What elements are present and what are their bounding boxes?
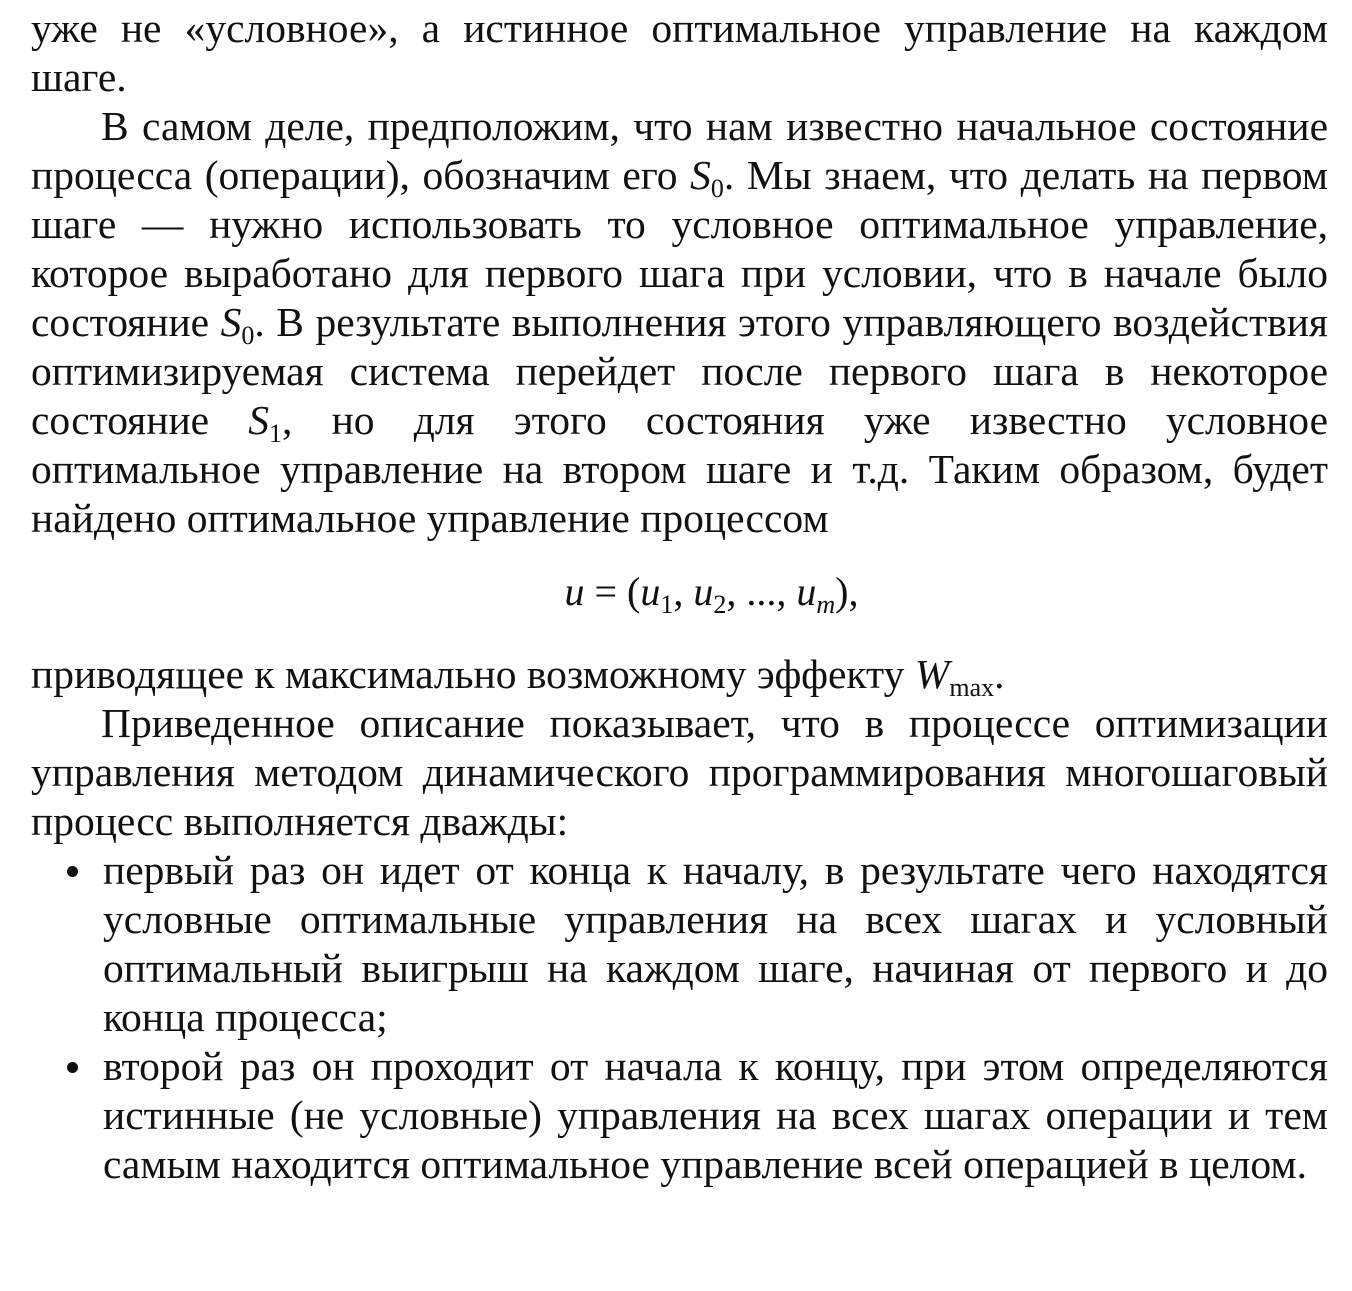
bullet-list — [31, 846, 1328, 1189]
list-item-text: первый раз он идет от конца к началу, в результате чего находятся условные оптимальные управления на всех шагах и условный оптимальный выигрыш на каждом шаге, начиная от первого и до конца процесса; — [103, 847, 1328, 1040]
symbol-s0: S — [690, 152, 711, 198]
subscript-1: 1 — [269, 419, 283, 448]
text-run: . В результате выполнения этого управляющего воздействия оптимизируемая система перейдет после первого шага в некоторое состояние — [31, 299, 1328, 443]
formula-u2-sub: 2 — [713, 590, 727, 619]
subscript-max: max — [949, 673, 995, 702]
list-item — [31, 846, 1328, 1042]
paragraph-max-effect — [31, 650, 1328, 702]
formula-u2: u — [693, 569, 714, 614]
bullet-icon — [67, 866, 78, 877]
symbol-s0-second: S — [220, 299, 242, 345]
formula-um-sub: m — [816, 590, 836, 619]
paragraph-description: Приведенное описание показывает, что в процессе оптимизации управления методом динамического программирования многошаговый процесс выполняется дважды: — [31, 700, 1328, 844]
list-item — [31, 1042, 1328, 1189]
formula-control-vector — [31, 567, 1328, 619]
formula-eq: = ( — [584, 569, 641, 614]
symbol-w: W — [914, 651, 950, 697]
symbol-s1: S — [248, 397, 270, 443]
formula-lhs: u — [564, 569, 585, 614]
bullet-icon — [67, 1062, 78, 1073]
text-run: приводящее к максимально возможному эффекту — [31, 651, 915, 697]
text-run: . — [994, 651, 1005, 697]
paragraph-continuation: уже не «условное», а истинное оптимальное управление на каждом шаге. — [31, 5, 1328, 100]
formula-um: u — [796, 569, 817, 614]
subscript-0: 0 — [710, 174, 724, 203]
text-run: , но для этого состояния уже известно условное оптимальное управление на втором шаге и т.д. Таким образом, будет найдено оптимальное управление процессом — [31, 397, 1328, 541]
formula-sep: , ..., — [726, 569, 797, 614]
list-item-text: второй раз он проходит от начала к концу, при этом определяются истинные (не условные) управления на всех шагах операции и тем самым находится оптимальное управление всей операцией в целом. — [103, 1043, 1328, 1187]
paragraph-initial-state — [31, 102, 1328, 543]
subscript-0: 0 — [241, 321, 255, 350]
formula-u1-sub: 1 — [660, 590, 674, 619]
text-run: . Мы знаем, что делать на первом шаге — нужно использовать то условное оптимальное управление, которое выработано для первого шага при условии, что в начале было состояние — [31, 152, 1328, 345]
document-page — [31, 4, 1328, 1189]
formula-close: ), — [835, 569, 859, 614]
formula-u1: u — [640, 569, 661, 614]
text-run: В самом деле, предположим, что нам известно начальное состояние процесса (операции), обозначим его — [31, 103, 1328, 198]
formula-sep: , — [673, 569, 694, 614]
